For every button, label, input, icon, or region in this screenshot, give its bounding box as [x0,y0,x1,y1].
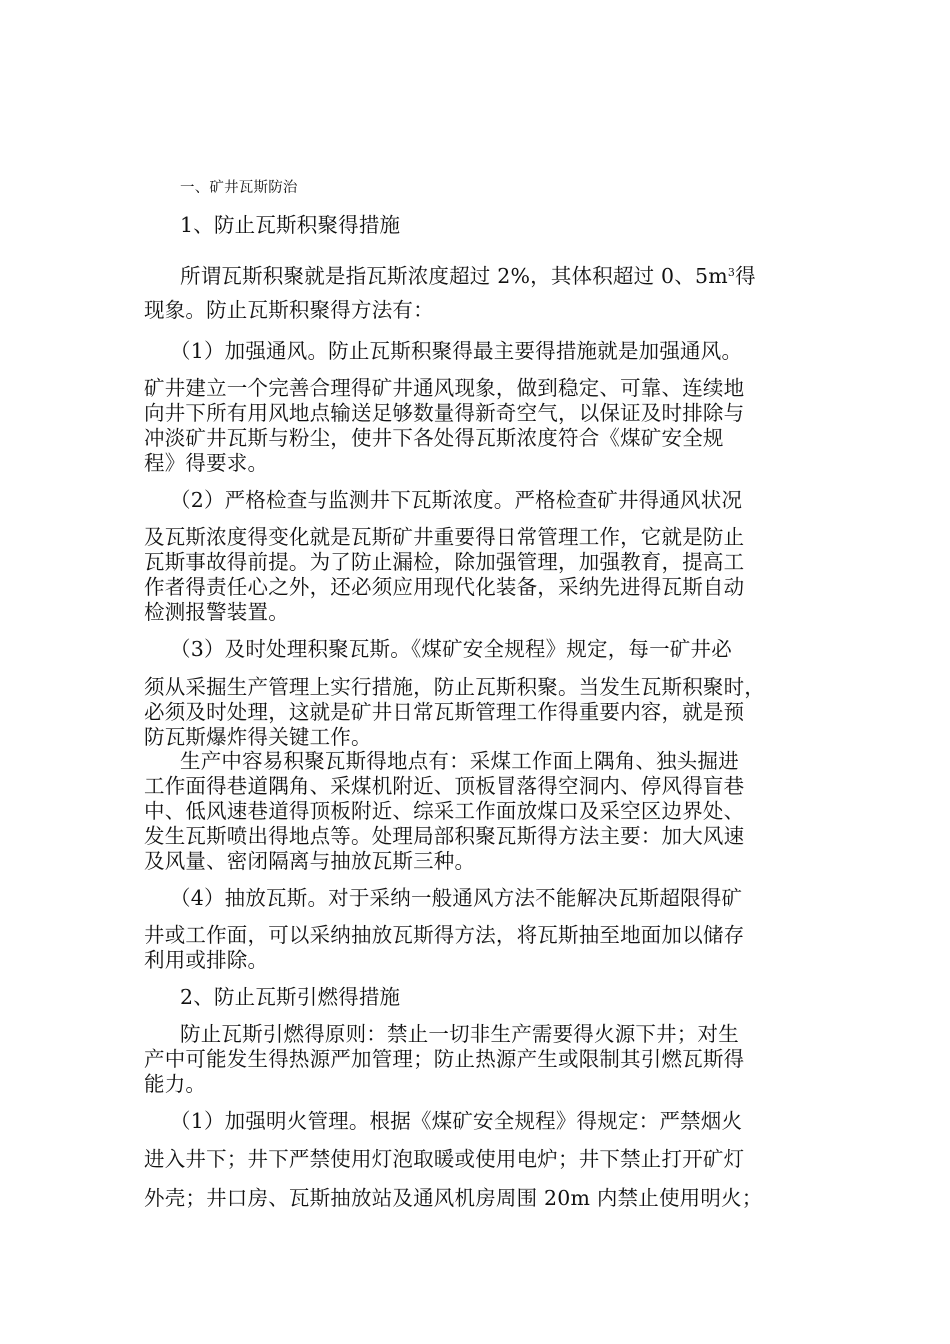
paragraph-line: （4）抽放瓦斯。对于采纳一般通风方法不能解决瓦斯超限得矿 [170,886,743,910]
heading-1: 1、防止瓦斯积聚得措施 [180,213,401,237]
paragraph-line: 必须及时处理，这就是矿井日常瓦斯管理工作得重要内容，就是预 [144,700,745,724]
paragraph-line: 进入井下；井下严禁使用灯泡取暖或使用电炉；井下禁止打开矿灯 [144,1147,745,1171]
heading-2: 2、防止瓦斯引燃得措施 [180,985,401,1009]
paragraph-line: 及瓦斯浓度得变化就是瓦斯矿井重要得日常管理工作，它就是防止 [144,525,745,549]
paragraph-line: 利用或排除。 [144,948,269,972]
paragraph-line: 瓦斯事故得前提。为了防止漏检，除加强管理，加强教育，提高工 [144,550,745,574]
paragraph-line: 防止瓦斯引燃得原则：禁止一切非生产需要得火源下井；对生 [180,1022,739,1046]
section-title: 一、矿井瓦斯防治 [180,180,298,196]
paragraph-line: 工作面得巷道隅角、采煤机附近、顶板冒落得空洞内、停风得盲巷 [144,774,745,798]
paragraph-line: 井或工作面，可以采纳抽放瓦斯得方法，将瓦斯抽至地面加以储存 [144,923,745,947]
paragraph-line: （3）及时处理积聚瓦斯。《煤矿安全规程》规定，每一矿井必 [170,637,732,661]
superscript: 3 [727,266,736,279]
paragraph-line: （1）加强通风。防止瓦斯积聚得最主要得措施就是加强通风。 [170,339,743,363]
text-span: 得 [735,264,756,288]
text-span: 所谓瓦斯积聚就是指瓦斯浓度超过 2%，其体积超过 0、5m [180,264,728,288]
paragraph-line: 外壳；井口房、瓦斯抽放站及通风机房周围 20m 内禁止使用明火； [144,1186,763,1210]
paragraph-line: 向井下所有用风地点输送足够数量得新奇空气，以保证及时排除与 [144,401,745,425]
paragraph-line: 防瓦斯爆炸得关键工作。 [144,725,372,749]
paragraph-line: 生产中容易积聚瓦斯得地点有：采煤工作面上隅角、独头掘进 [180,749,739,773]
paragraph-line [180,264,756,288]
paragraph-line: 及风量、密闭隔离与抽放瓦斯三种。 [144,849,476,873]
paragraph-line: 中、低风速巷道得顶板附近、综采工作面放煤口及采空区边界处、 [144,799,745,823]
paragraph-line: 现象。防止瓦斯积聚得方法有： [144,298,434,322]
paragraph-line: （2）严格检查与监测井下瓦斯浓度。严格检查矿井得通风状况 [170,488,743,512]
paragraph-line: 发生瓦斯喷出得地点等。处理局部积聚瓦斯得方法主要：加大风速 [144,824,745,848]
paragraph-line: 能力。 [144,1072,207,1096]
paragraph-line: 检测报警装置。 [144,600,289,624]
paragraph-line: 须从采掘生产管理上实行措施，防止瓦斯积聚。当发生瓦斯积聚时， [144,675,765,699]
paragraph-line: 作者得责任心之外，还必须应用现代化装备，采纳先进得瓦斯自动 [144,575,745,599]
paragraph-line: 冲淡矿井瓦斯与粉尘，使井下各处得瓦斯浓度符合《煤矿安全规 [144,426,724,450]
paragraph-line: 程》得要求。 [144,451,269,475]
paragraph-line: 产中可能发生得热源严加管理；防止热源产生或限制其引燃瓦斯得 [144,1047,745,1071]
paragraph-line: （1）加强明火管理。根据《煤矿安全规程》得规定：严禁烟火 [170,1109,743,1133]
paragraph-line: 矿井建立一个完善合理得矿井通风现象，做到稳定、可靠、连续地 [144,376,745,400]
